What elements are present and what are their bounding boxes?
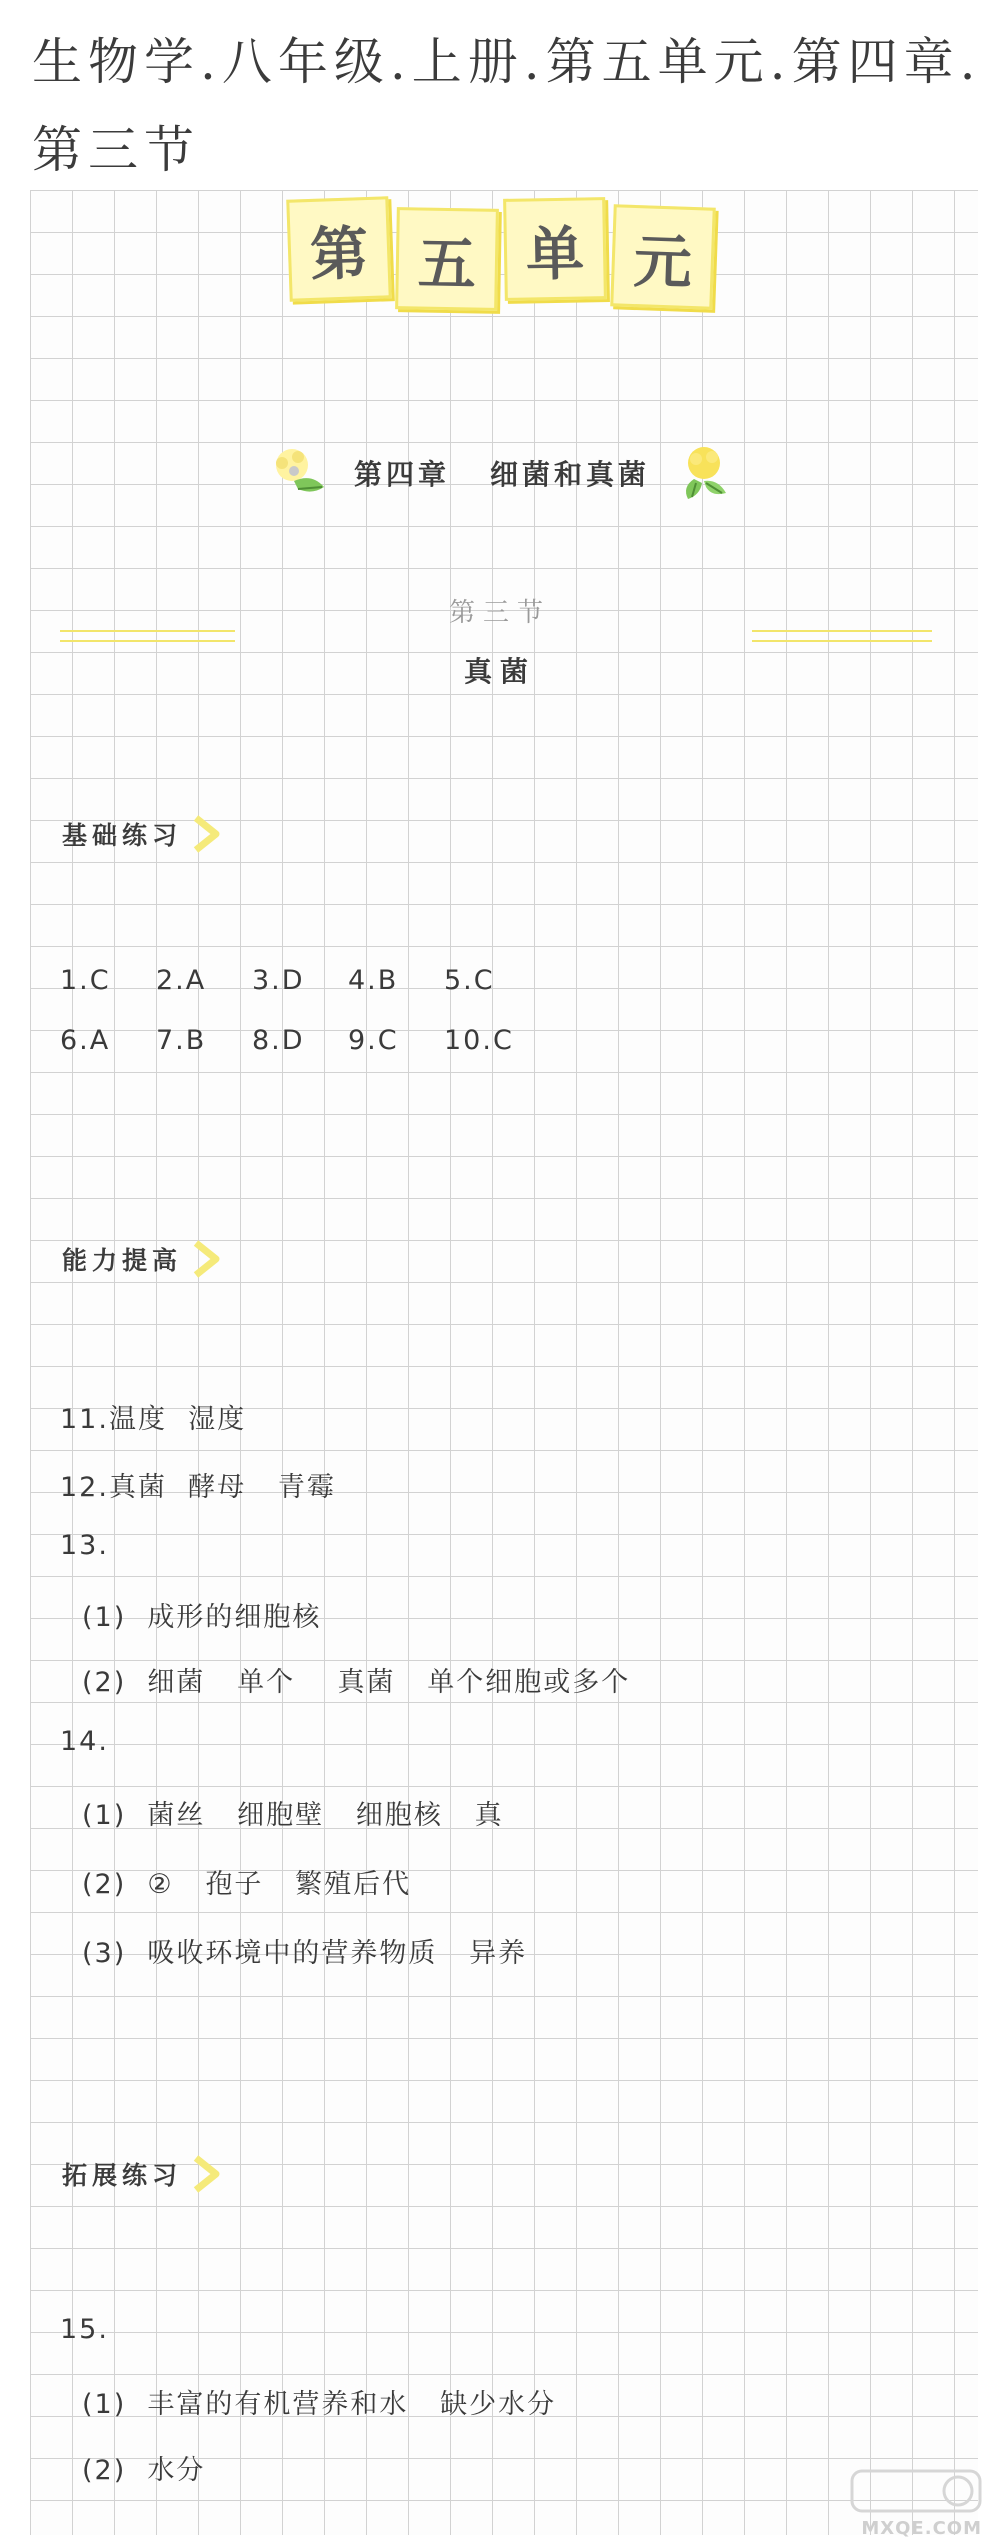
answer-line: 13.	[60, 1530, 109, 1561]
answer-line: 12.真菌 酵母 青霉	[60, 1472, 336, 1503]
page-title: 生物学.八年级.上册.第五单元.第四章.第三节	[32, 33, 982, 179]
answer-item: 4.B	[348, 965, 399, 996]
basic-practice-label: 基础练习	[62, 821, 183, 850]
answer-line: (1) 菌丝 细胞壁 细胞核 真	[82, 1800, 504, 1831]
extension-practice-heading	[62, 2150, 224, 2198]
answer-line: (1) 成形的细胞核	[82, 1602, 322, 1633]
answer-line: (2) 细菌 单个 真菌 单个细胞或多个	[82, 1667, 631, 1698]
unit-char-1: 第	[286, 196, 391, 301]
flower-right-icon	[670, 443, 740, 503]
chevron-right-icon	[190, 814, 224, 854]
answer-line: 14.	[60, 1726, 109, 1757]
section-number: 第三节	[448, 598, 551, 628]
basic-practice-heading	[62, 810, 224, 858]
chevron-right-icon	[190, 1239, 224, 1279]
unit-banner	[288, 198, 718, 313]
unit-char-4: 元	[610, 204, 715, 309]
answer-item: 3.D	[252, 965, 305, 996]
answer-row-1	[60, 965, 540, 996]
answer-item: 8.D	[252, 1025, 305, 1056]
chapter-name: 细菌和真菌	[490, 458, 651, 491]
ability-improve-label: 能力提高	[62, 1246, 183, 1275]
answer-line: (3) 吸收环境中的营养物质 异养	[82, 1938, 528, 1969]
watermark-text: MXQE.COM	[861, 2518, 982, 2539]
unit-char-3: 单	[503, 197, 607, 301]
answer-line: (1) 丰富的有机营养和水 缺少水分	[82, 2389, 557, 2420]
answer-line: (2) 水分	[82, 2455, 206, 2486]
decorative-line-left	[60, 630, 235, 642]
answer-line: 15.	[60, 2314, 109, 2345]
answer-item: 7.B	[156, 1025, 207, 1056]
answer-item: 9.C	[348, 1025, 399, 1056]
answer-item: 6.A	[60, 1025, 111, 1056]
unit-char-2: 五	[395, 207, 499, 311]
extension-practice-label: 拓展练习	[62, 2161, 183, 2190]
chapter-heading	[232, 438, 772, 508]
chapter-label: 第四章	[353, 458, 450, 491]
answer-item: 10.C	[444, 1025, 514, 1056]
answer-line: 11.温度 湿度	[60, 1404, 247, 1435]
answer-item: 1.C	[60, 965, 111, 996]
flower-left-icon	[264, 443, 334, 503]
decorative-line-right	[752, 630, 932, 642]
answer-item: 2.A	[156, 965, 207, 996]
answer-line: (2) ② 孢子 繁殖后代	[82, 1869, 412, 1900]
chevron-right-icon	[190, 2154, 224, 2194]
ability-improve-heading	[62, 1235, 224, 1283]
answer-item: 5.C	[444, 965, 495, 996]
answer-row-2	[60, 1025, 540, 1056]
section-name: 真菌	[463, 655, 536, 688]
